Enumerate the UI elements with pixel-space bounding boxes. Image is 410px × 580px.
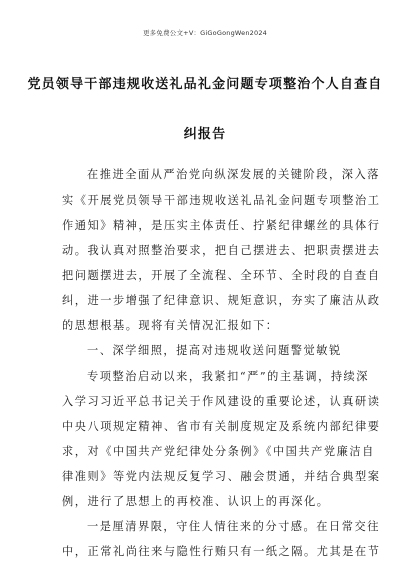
paragraph-line: 在推进全面从严治党向纵深发展的关键阶段，深入落: [87, 168, 380, 181]
paragraph-line: 的思想根基。现将有关情况汇报如下：: [62, 319, 279, 332]
paragraph-line: 作通知》精神，是压实主体责任、拧紧纪律螺丝的具体行: [62, 219, 381, 232]
paragraph-line: 中央八项规定精神、省市有关制度规定及系统内部纪律要: [62, 420, 381, 433]
paragraph-line: 求，对《中国共产党纪律处分条例》《中国共产党廉洁自: [62, 445, 375, 458]
paragraph-line: 律准则》等党内法规反复学习、融会贯通，并结合典型案: [62, 470, 381, 483]
paragraph-line: 中，正常礼尚往来与隐性行贿只有一纸之隔。尤其是在节: [62, 545, 381, 558]
paragraph-line: 把问题摆进去，开展了全流程、全环节、全时段的自查自: [62, 269, 381, 282]
section-heading: 一、深学细照，提高对违规收送问题警觉敏锐: [87, 344, 342, 357]
paragraph-line: 一是厘清界限，守住人情往来的分寸感。在日常交往: [87, 520, 380, 533]
paragraph-line: 动。我认真对照整治要求，把自己摆进去、把职责摆进去: [62, 244, 381, 257]
header-note: 更多免费公文+V：GiGoGongWen2024: [142, 29, 267, 37]
paragraph-line: 入学习习近平总书记关于作风建设的重要论述，认真研读: [62, 395, 381, 408]
paragraph-line: 实《开展党员领导干部违规收送礼品礼金问题专项整治工: [62, 194, 381, 207]
paragraph-line: 纠，进一步增强了纪律意识、规矩意识，夯实了廉洁从政: [62, 294, 381, 307]
document-title-line-2: 纠报告: [183, 127, 227, 142]
paragraph-line: 专项整治启动以来，我紧扣“严”的主基调，持续深: [87, 370, 370, 383]
document-title-line-1: 党员领导干部违规收送礼品礼金问题专项整治个人自查自: [27, 77, 383, 92]
paragraph-line: 例，进行了思想上的再校准、认识上的再深化。: [62, 495, 330, 508]
